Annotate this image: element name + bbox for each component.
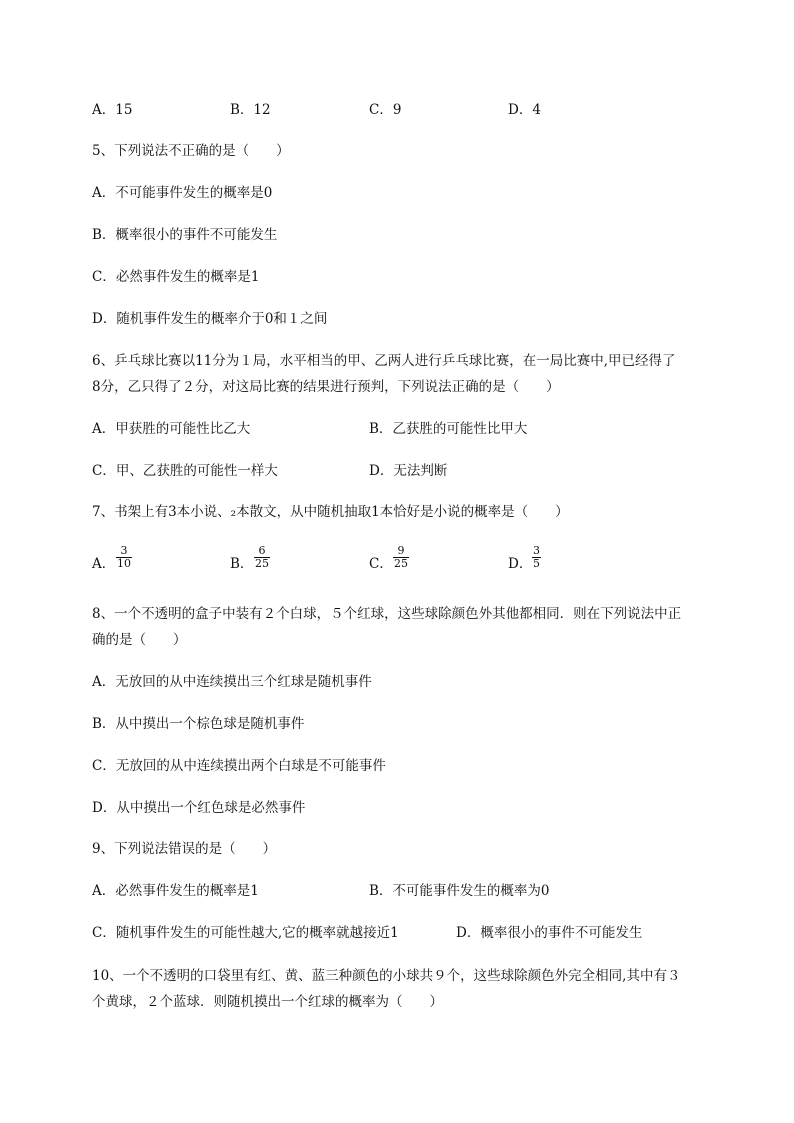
q9-option-b: B．不可能事件发生的概率为0 — [369, 883, 550, 899]
q9-option-c: C．随机事件发生的可能性越大,它的概率就越接近1 — [92, 925, 399, 941]
q7-stem: 7、书架上有3本小说、₂本散文，从中随机抽取1本恰好是小说的概率是（ ） — [92, 504, 569, 520]
q8-option-b: B．从中摸出一个棕色球是随机事件 — [92, 716, 305, 732]
q8-option-a: A．无放回的从中连续摸出三个红球是随机事件 — [92, 674, 372, 690]
q10-stem-line2: 个黄球，２个蓝球．则随机摸出一个红球的概率为（ ） — [92, 994, 443, 1010]
q6-option-a: A．甲获胜的可能性比乙大 — [92, 421, 251, 437]
fraction-denominator: 25 — [394, 557, 408, 570]
q6-option-b: B．乙获胜的可能性比甲大 — [369, 421, 528, 437]
fraction-numerator: 6 — [258, 544, 266, 557]
q7-option-a-label: A． — [92, 556, 116, 572]
fraction-numerator: 3 — [120, 544, 128, 557]
q9-option-a: A．必然事件发生的概率是1 — [92, 883, 259, 899]
q7-option-d-label: D． — [508, 556, 533, 572]
q5-stem: 5、下列说法不正确的是（ ） — [92, 143, 290, 159]
q5-option-d: D．随机事件发生的概率介于0和１之间 — [92, 311, 328, 327]
q6-stem-line2: 8分，乙只得了２分，对这局比赛的结果进行预判，下列说法正确的是（ ） — [92, 379, 560, 395]
q5-option-b: B．概率很小的事件不可能发生 — [92, 227, 278, 243]
fraction-denominator: 25 — [255, 557, 269, 570]
q7-option-c-fraction — [393, 545, 409, 570]
fraction-denominator: 10 — [117, 557, 131, 570]
q4-option-c: C．9 — [369, 102, 402, 118]
fraction-denominator: 5 — [533, 557, 540, 570]
q6-stem-line1: 6、乒乓球比赛以11分为１局，水平相当的甲、乙两人进行乒乓球比赛，在一局比赛中,甲已经得了 — [92, 353, 676, 369]
q7-option-b-fraction — [254, 545, 270, 570]
fraction-numerator: 3 — [533, 544, 540, 557]
q7-option-b-label: B． — [230, 556, 254, 572]
q6-option-c: C．甲、乙获胜的可能性一样大 — [92, 463, 278, 479]
q8-stem-line2: 确的是（ ） — [92, 632, 187, 648]
q8-option-c: C．无放回的从中连续摸出两个白球是不可能事件 — [92, 758, 386, 774]
fraction-numerator: 9 — [397, 544, 405, 557]
q10-stem-line1: 10、一个不透明的口袋里有红、黄、蓝三种颜色的小球共９个，这些球除颜色外完全相同,其中有３ — [92, 968, 681, 984]
q8-stem-line1: 8、一个不透明的盒子中装有２个白球，５个红球，这些球除颜色外其他都相同．则在下列说法中正 — [92, 606, 682, 622]
q4-option-b: B．12 — [230, 102, 271, 118]
q7-option-d-fraction — [532, 545, 541, 570]
q5-option-a: A．不可能事件发生的概率是0 — [92, 185, 273, 201]
q5-option-c: C．必然事件发生的概率是1 — [92, 269, 260, 285]
q8-option-d: D．从中摸出一个红色球是必然事件 — [92, 800, 306, 816]
q6-option-d: D．无法判断 — [369, 463, 448, 479]
q4-option-d: D．4 — [508, 102, 541, 118]
q9-option-d: D．概率很小的事件不可能发生 — [456, 925, 643, 941]
q7-option-c-label: C． — [369, 556, 393, 572]
q4-option-a: A．15 — [92, 102, 133, 118]
q9-stem: 9、下列说法错误的是（ ） — [92, 841, 277, 857]
q7-option-a-fraction — [116, 545, 132, 570]
